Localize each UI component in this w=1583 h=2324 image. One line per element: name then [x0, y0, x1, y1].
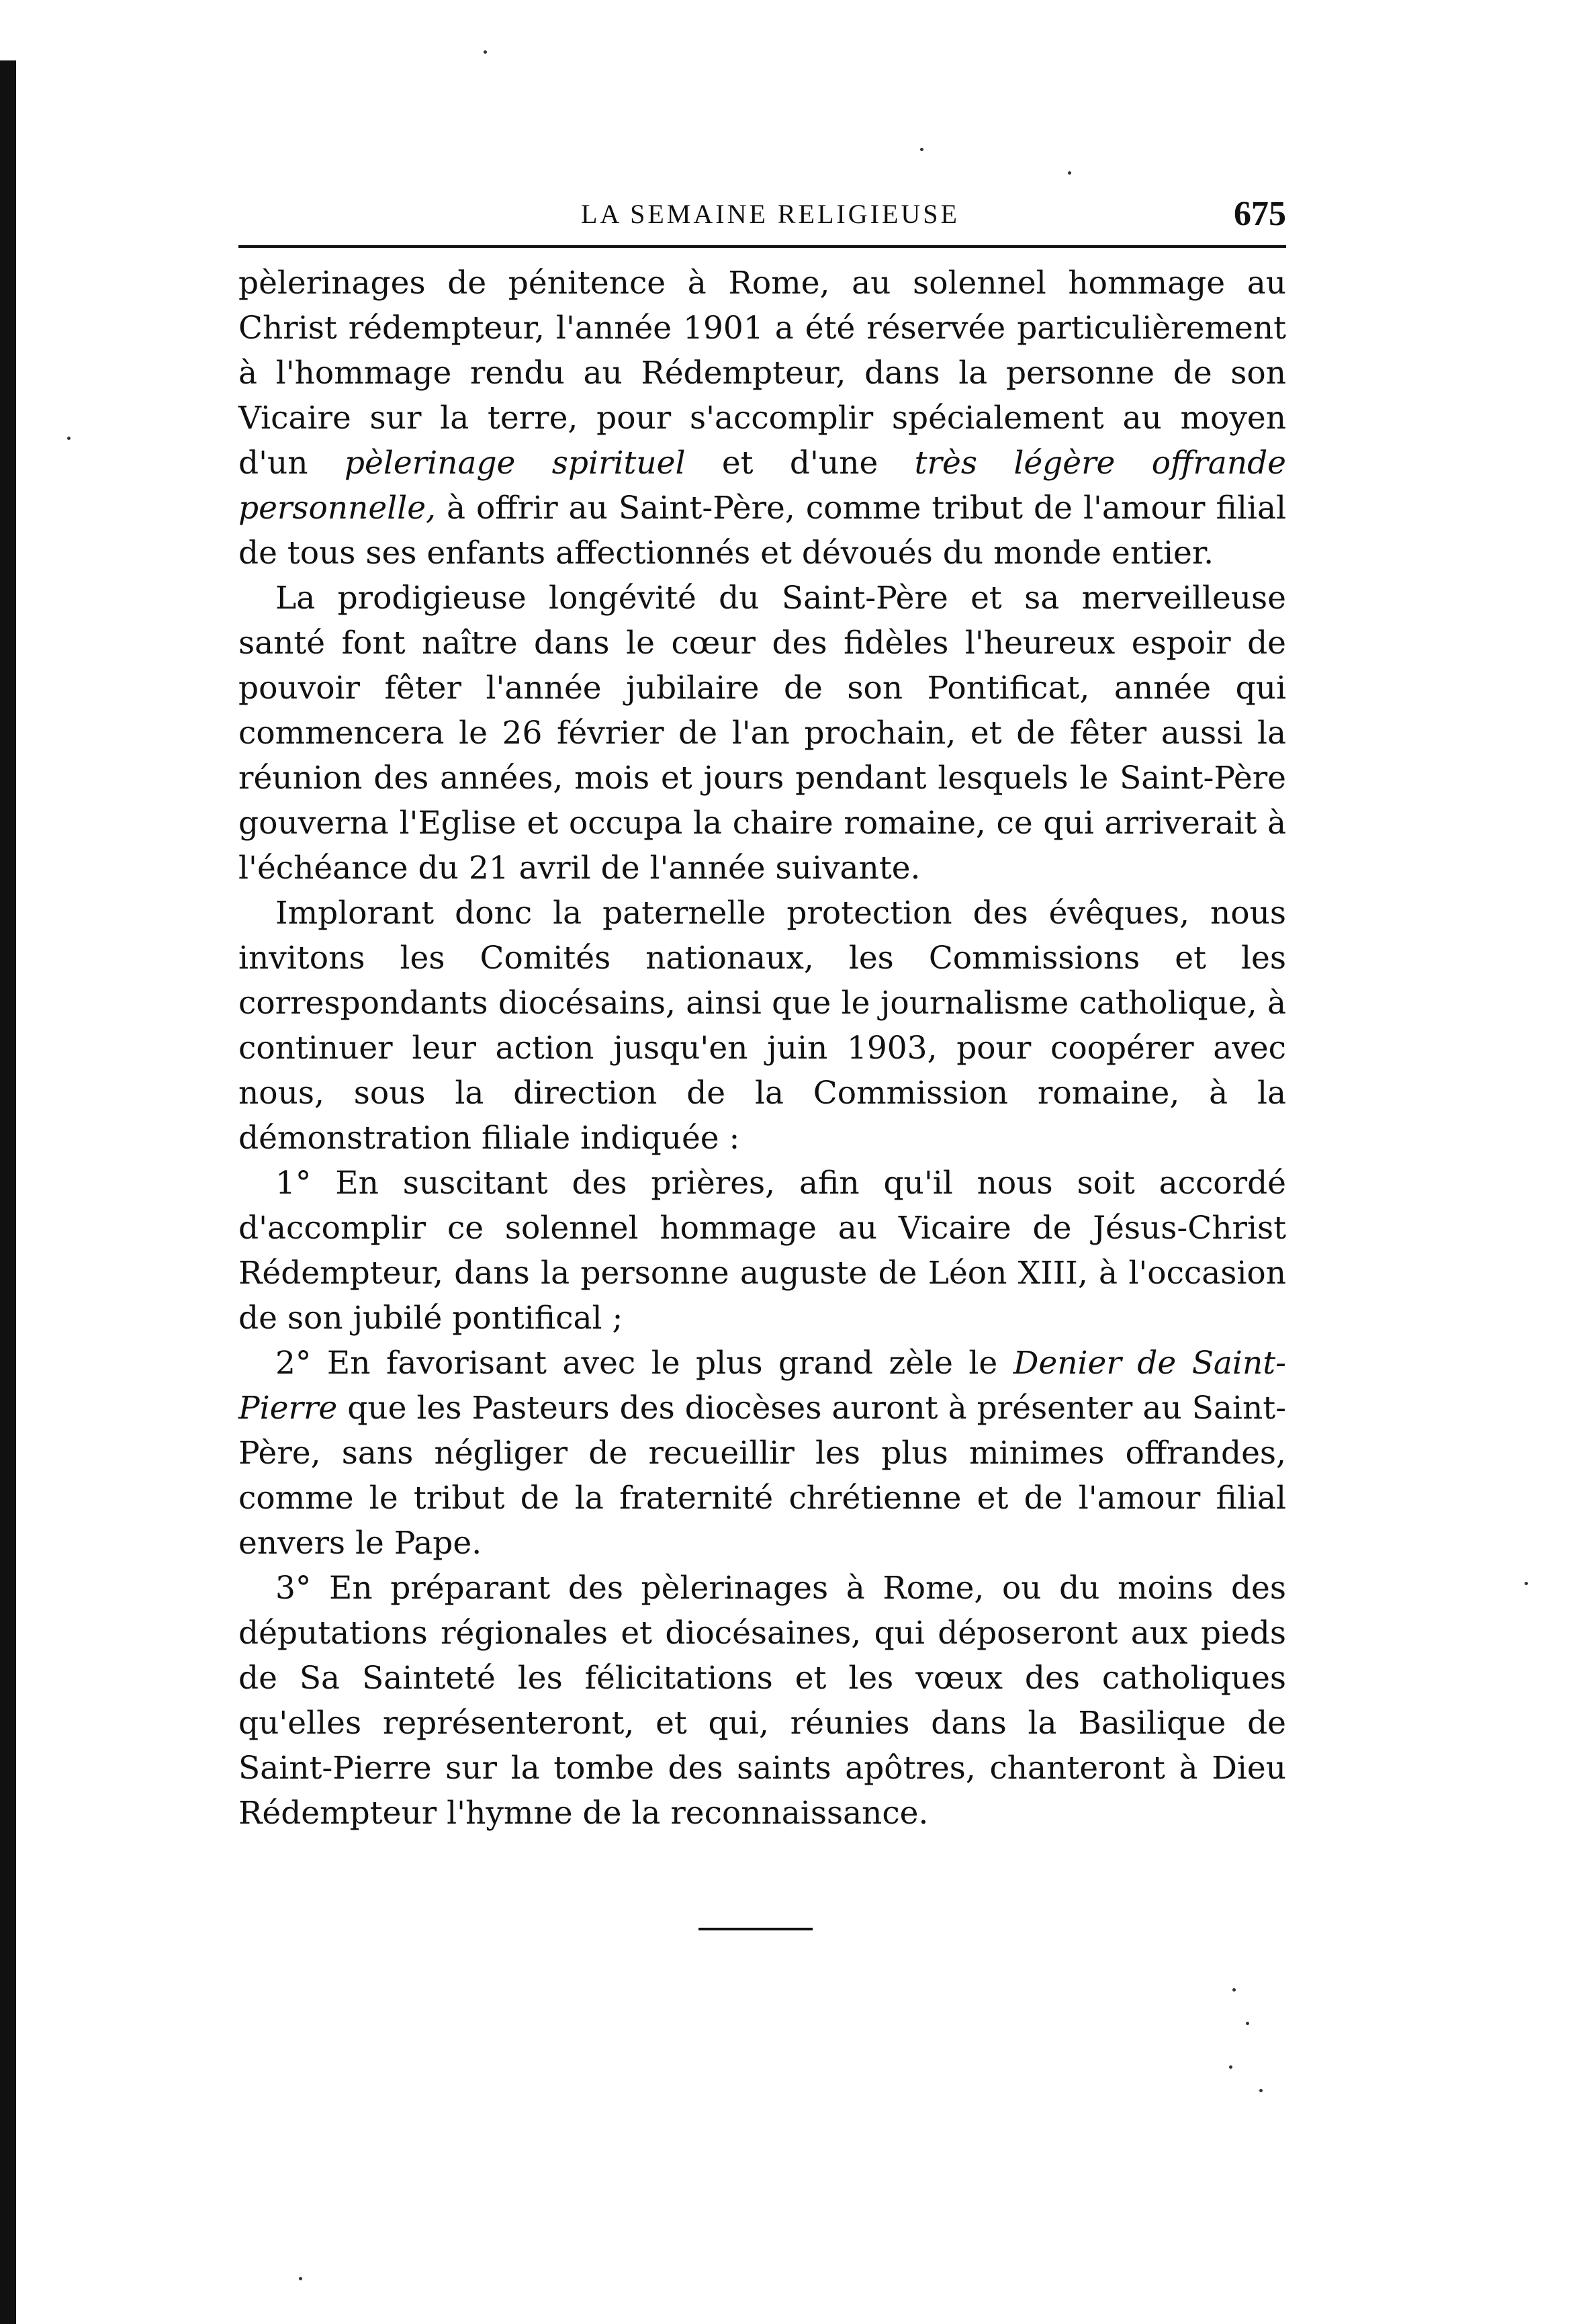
body-text [238, 261, 1286, 1836]
list-item-prayers: 1° En suscitant des prières, afin qu'il nous soit accordé d'accomplir ce solennel hommage au Vicaire de Jésus-Christ Rédempteur, dans la personne auguste de Léon XIII, à l'occasion de son jubilé pontifical ; [238, 1165, 1286, 1337]
running-title: LA SEMAINE RELIGIEUSE [581, 199, 960, 229]
binding-edge-shadow [0, 60, 16, 2324]
scan-speck [1232, 1988, 1236, 1992]
paragraph-longevity: La prodigieuse longévité du Saint-Père et sa merveilleuse santé font naître dans le cœur des fidèles l'heureux espoir de pouvoir fêter l'année jubilaire de son Pontificat, année qui commencera le 26 février de l'an prochain, et de fêter aussi la réunion des années, mois et jours pendant lesquels le Saint-Père gouverna l'Eglise et occupa la chaire romaine, ce qui arriverait à l'échéance du 21 avril de l'année suivante. [238, 580, 1286, 887]
list-item-denier-text-a: 2° En favorisant avec le plus grand zèle le [275, 1345, 1013, 1382]
scan-speck [299, 2277, 302, 2280]
closing-rule [698, 1928, 813, 1930]
scan-speck [1259, 2089, 1263, 2092]
scan-speck [1068, 171, 1071, 175]
paragraph-1-text-b: et d'une [685, 445, 915, 482]
paragraph-continuation [238, 261, 1286, 576]
page-number: 675 [1234, 195, 1286, 233]
paragraph-1-emphasis-a: pèlerinage spirituel [344, 445, 686, 482]
scan-speck [67, 437, 71, 440]
list-item-pilgrimages: 3° En préparant des pèlerinages à Rome, ou du moins des députations régionales et diocésaines, qui déposeront aux pieds de Sa Sainteté les félicitations et les vœux des catholiques qu'elles représenteront, et qui, réunies dans la Basilique de Saint-Pierre sur la tombe des saints apôtres, chanteront à Dieu Rédempteur l'hymne de la reconnaissance. [238, 1570, 1286, 1832]
paragraph-invitation: Implorant donc la paternelle protection des évêques, nous invitons les Comités nationaux, les Commissions et les correspondants diocésains, ainsi que le journalisme catholique, à continuer leur action jusqu'en juin 1903, pour coopérer avec nous, sous la direction de la Commission romaine, à la démonstration filiale indiquée : [238, 895, 1286, 1157]
scan-speck [1525, 1582, 1528, 1585]
paragraph-1-text-c: à offrir au Saint-Père, comme tribut de l'amour filial de tous ses enfants affectionnés et dévoués du monde entier. [238, 490, 1286, 572]
header-rule [238, 245, 1286, 248]
scan-speck [484, 50, 487, 54]
running-head [238, 191, 1286, 238]
scan-speck [1229, 2065, 1232, 2069]
scan-speck [920, 148, 923, 151]
list-item-denier [238, 1341, 1286, 1566]
list-item-denier-emphasis: Denier de Saint-Pierre [238, 1345, 1286, 1427]
paragraph-1-emphasis-b: très légère offrande personnelle, [238, 445, 1286, 527]
scan-speck [1246, 2022, 1249, 2025]
paragraph-1-text-a: pèlerinages de pénitence à Rome, au solennel hommage au Christ rédempteur, l'année 1901 a été réservée particulièrement à l'hommage rendu au Rédempteur, dans la personne de son Vicaire sur la terre, pour s'accomplir spécialement au moyen d'un [238, 265, 1286, 482]
list-item-denier-text-b: que les Pasteurs des diocèses auront à présenter au Saint-Père, sans négliger de recueillir les plus minimes offrandes, comme le tribut de la fraternité chrétienne et de l'amour filial envers le Pape. [238, 1390, 1286, 1562]
